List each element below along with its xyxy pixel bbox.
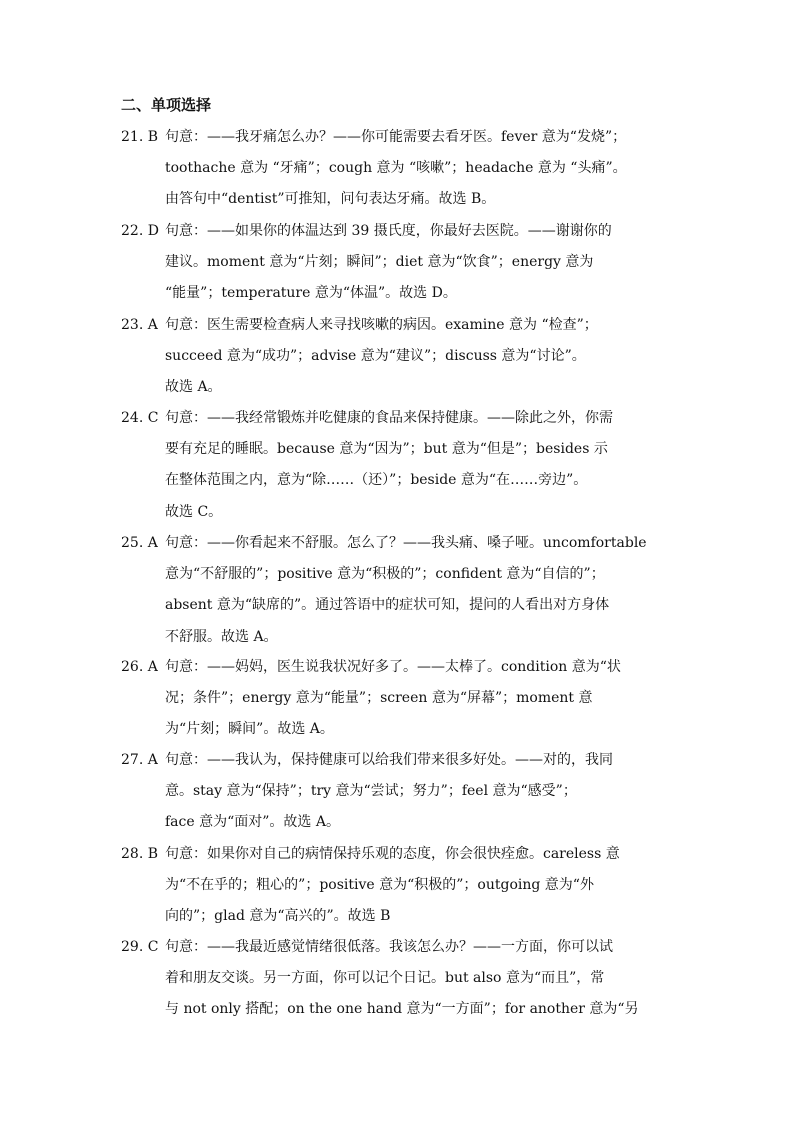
explanation-line: 句意：——我最近感觉情绪很低落。我该怎么办？——一方面，你可以试 xyxy=(165,939,613,955)
explanation-line: 句意：医生需要检查病人来寻找咳嗽的病因。examine 意为 “检查”； xyxy=(165,317,598,333)
answer-number: 26. A xyxy=(121,659,158,675)
explanation-line: face 意为“面对”。故选 A。 xyxy=(165,814,340,831)
explanation-line: 故选 C。 xyxy=(165,503,223,520)
explanation-line: absent 意为“缺席的”。通过答语中的症状可知，提问的人看出对方身体 xyxy=(165,597,610,614)
answer-number: 27. A xyxy=(121,752,158,768)
explanation-line: 意。stay 意为“保持”；try 意为“尝试；努力”；feel 意为“感受”； xyxy=(165,783,577,800)
answer-number: 25. A xyxy=(121,535,158,551)
explanation-line: 为“不在乎的；粗心的”；positive 意为“积极的”；outgoing 意为“外 xyxy=(165,877,594,894)
explanation-line: 句意：——我经常锻炼并吃健康的食品来保持健康。——除此之外，你需 xyxy=(165,410,613,426)
explanation-line: 建议。moment 意为“片刻；瞬间”；diet 意为“饮食”；energy 意为 xyxy=(165,254,594,271)
explanation-line: 故选 A。 xyxy=(165,379,222,396)
answer-number: 21. B xyxy=(121,129,159,145)
explanation-line: 由答句中“dentist”可推知，问句表达牙痛。故选 B。 xyxy=(165,191,496,208)
explanation-line: 与 not only 搭配；on the one hand 意为“一方面”；for another 意为“另 xyxy=(165,1001,639,1018)
answer-number: 28. B xyxy=(121,846,159,862)
explanation-line: 着和朋友交谈。另一方面，你可以记个日记。but also 意为“而且”，常 xyxy=(165,970,605,987)
explanation-line: toothache 意为 “牙痛”；cough 意为 “咳嗽”；headache 意为 “头痛”。 xyxy=(165,160,627,177)
explanation-line: 在整体范围之内，意为“除……（还）”；beside 意为“在……旁边”。 xyxy=(165,472,588,489)
explanation-line: 要有充足的睡眠。because 意为“因为”；but 意为“但是”；besides 示 xyxy=(165,441,608,458)
explanation-line: 意为“不舒服的”；positive 意为“积极的”；confident 意为“自信的”； xyxy=(165,566,605,583)
answer-number: 23. A xyxy=(121,317,158,333)
explanation-line: “能量”；temperature 意为“体温”。故选 D。 xyxy=(165,285,457,302)
answer-number: 24. C xyxy=(121,410,159,426)
explanation-line: 句意：——我牙痛怎么办？——你可能需要去看牙医。fever 意为“发烧”； xyxy=(165,129,627,145)
answer-number: 22. D xyxy=(121,223,159,239)
section-title: 二、单项选择 xyxy=(121,96,212,114)
explanation-line: 句意：——如果你的体温达到 39 摄氏度，你最好去医院。——谢谢你的 xyxy=(165,223,612,239)
explanation-line: 为“片刻；瞬间”。故选 A。 xyxy=(165,721,334,738)
explanation-line: 句意：——我认为，保持健康可以给我们带来很多好处。——对的，我同 xyxy=(165,752,613,768)
explanation-line: 向的”；glad 意为“高兴的”。故选 B xyxy=(165,908,391,925)
explanation-line: 句意：如果你对自己的病情保持乐观的态度，你会很快痊愈。careless 意 xyxy=(165,846,620,862)
answer-number: 29. C xyxy=(121,939,159,955)
explanation-line: 句意：——你看起来不舒服。怎么了？——我头痛、嗓子哑。uncomfortable xyxy=(165,535,647,551)
explanation-line: 句意：——妈妈，医生说我状况好多了。——太棒了。condition 意为“状 xyxy=(165,659,621,675)
explanation-line: succeed 意为“成功”；advise 意为“建议”；discuss 意为“讨论”。 xyxy=(165,348,586,365)
explanation-line: 不舒服。故选 A。 xyxy=(165,628,278,645)
explanation-line: 况；条件”；energy 意为“能量”；screen 意为“屏幕”；moment 意 xyxy=(165,690,593,707)
